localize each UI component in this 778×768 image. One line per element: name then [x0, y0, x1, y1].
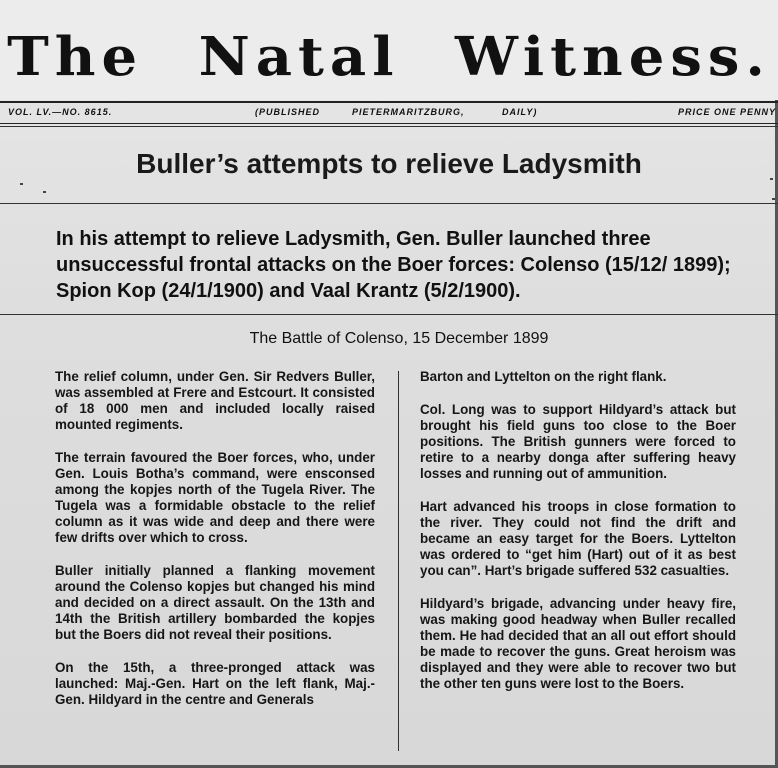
article-intro: In his attempt to relieve Ladysmith, Gen. Buller launched three unsuccessful frontal attacks on the Boer forces: Colenso (15/12/ 1899); Spion Kop (24/1/1900) and Vaal Krantz (5/2/1900). [56, 228, 731, 302]
price-label: PRICE ONE PENNY [677, 107, 776, 117]
paragraph: The terrain favoured the Boer forces, who, under Gen. Louis Botha’s command, were ensconsed among the kopjes north of the Tugela River. The Tugela was a formidable obstacle to the relief column as it was wide and deep and there were few drifts over which to cross. [55, 449, 375, 546]
paragraph: Col. Long was to support Hildyard’s attack but brought his field guns too close to the Boer positions. The British gunners were forced to retire to a nearby donga after suffering heavy losses and running out of ammunition. [420, 401, 736, 481]
paragraph: Hildyard’s brigade, advancing under heavy fire, was making good headway when Buller recalled them. He had decided that an all out effort should be made to recover the guns. Great heroism was displayed and they were able to recover two but the other ten guns were lost to the Boers. [420, 595, 736, 691]
section-title: The Battle of Colenso, 15 December 1899 [249, 330, 549, 347]
published-label: (PUBLISHED [255, 107, 321, 117]
paragraph: Hart advanced his troops in close formation to the river. They could not find the drift and became an easy target for the Boers. Lyttelton was ordered to “get him (Hart) out of it as best you can”. Hart’s brigade suffered 532 casualties. [420, 498, 736, 578]
print-speck [20, 183, 23, 185]
divider [0, 126, 778, 127]
left-column [55, 369, 375, 725]
masthead [0, 0, 778, 100]
volume-number: VOL. LV.—NO. 8615. [8, 107, 113, 117]
divider [0, 203, 778, 204]
city-label: PIETERMARITZBURG, [352, 107, 465, 117]
column-divider [398, 371, 399, 751]
print-speck [772, 198, 775, 200]
paragraph: The relief column, under Gen. Sir Redvers Buller, was assembled at Frere and Estcourt. It consisted of 18 000 men and included locally raised mounted regiments. [55, 369, 375, 433]
masthead-info-line [0, 101, 778, 124]
right-column [420, 369, 736, 709]
paragraph: On the 15th, a three-pronged attack was launched: Maj.-Gen. Hart on the left flank, Maj.-Gen. Hildyard in the centre and Generals [55, 659, 375, 708]
divider [0, 314, 778, 315]
paragraph: Buller initially planned a flanking movement around the Colenso kopjes but changed his mind and decided on a direct assault. On the 13th and 14th the British artillery bombarded the kopjes but the Boers did not reveal their positions. [55, 562, 375, 643]
print-speck [43, 191, 46, 193]
paragraph: Barton and Lyttelton on the right flank. [420, 369, 667, 384]
daily-label: DAILY) [502, 107, 538, 117]
print-speck [770, 178, 773, 180]
newspaper-title: The Natal Witness. [7, 25, 771, 89]
article-headline: Buller’s attempts to relieve Ladysmith [136, 148, 642, 179]
